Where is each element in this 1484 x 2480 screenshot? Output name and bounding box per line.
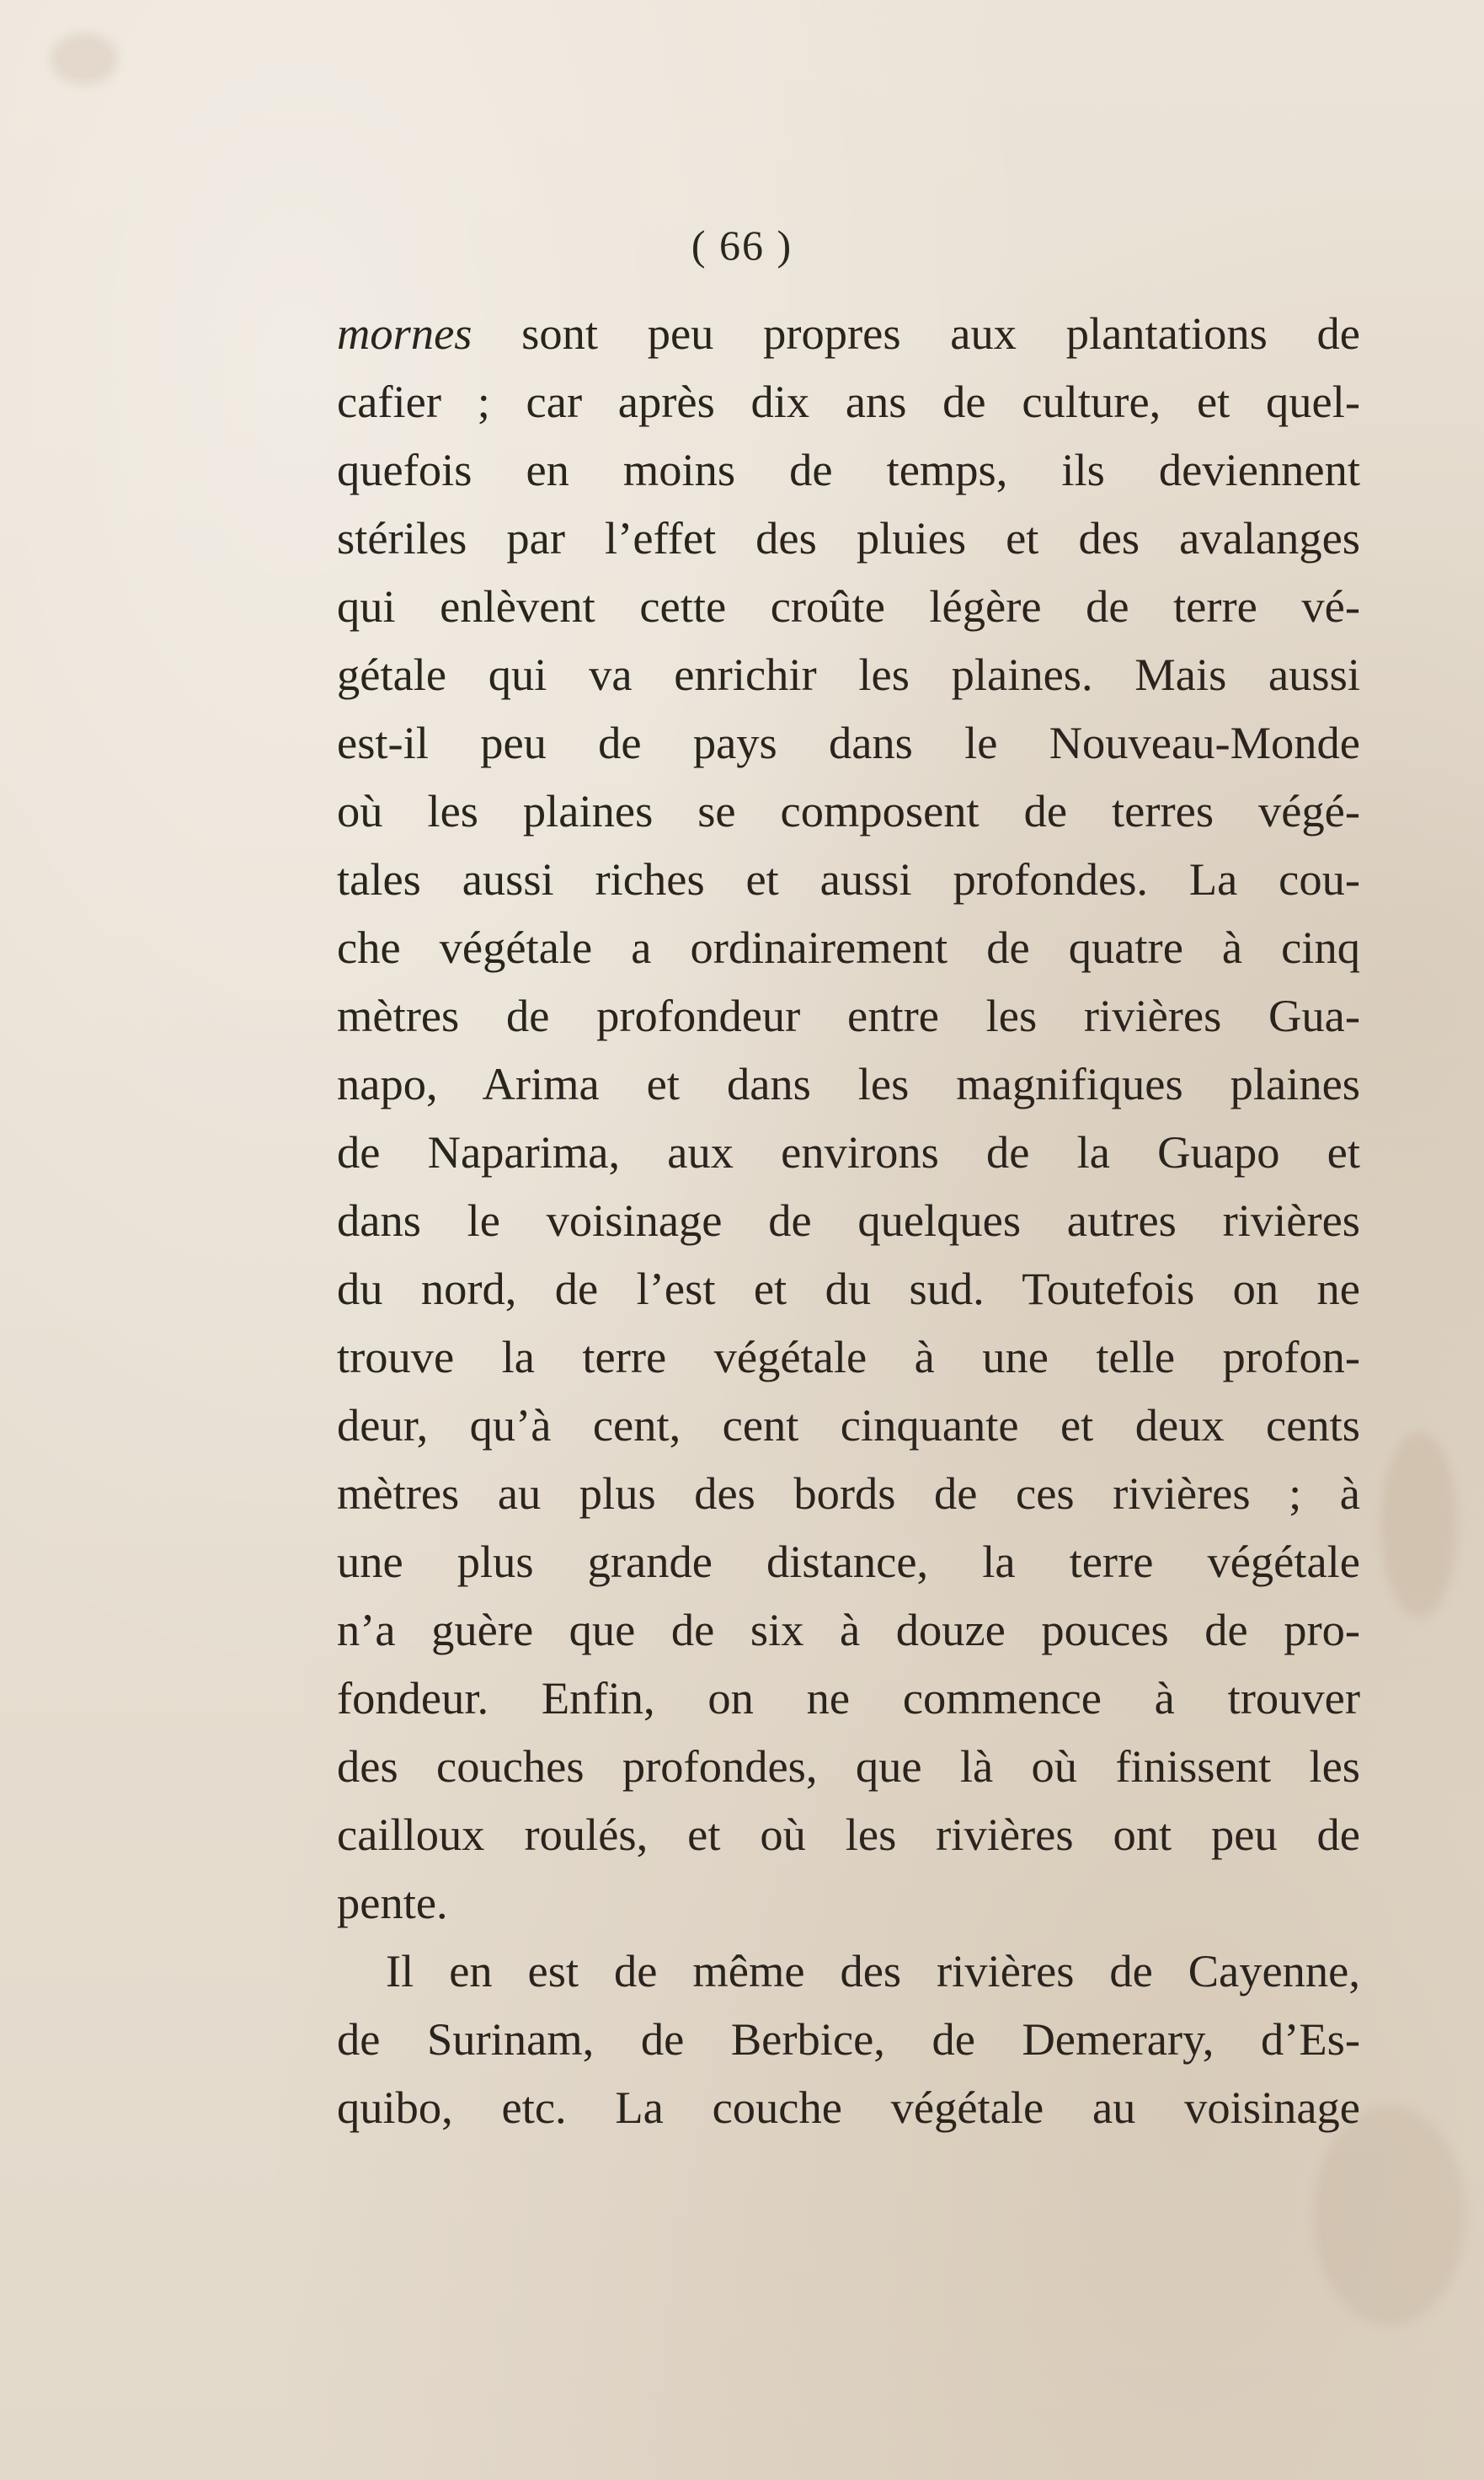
text-line: des couches profondes, que là où finissent les [337, 1740, 1360, 1792]
text-line: n’a guère que de six à douze pouces de pro- [337, 1604, 1360, 1655]
text-line: mornes sont peu propres aux plantations de [337, 307, 1360, 359]
text-line: che végétale a ordinairement de quatre à cinq [337, 922, 1360, 973]
text-line: cafier ; car après dix ans de culture, et quel- [337, 376, 1360, 427]
text-line: gétale qui va enrichir les plaines. Mais aussi [337, 649, 1360, 700]
paper-stain [51, 34, 118, 84]
text-line: de Naparima, aux environs de la Guapo et [337, 1126, 1360, 1178]
text-line: napo, Arima et dans les magnifiques plaines [337, 1058, 1360, 1109]
text-line: qui enlèvent cette croûte légère de terre vé- [337, 580, 1360, 632]
text-line: où les plaines se composent de terres végé- [337, 785, 1360, 836]
text-line: cailloux roulés, et où les rivières ont peu de [337, 1809, 1360, 1860]
paper-stain [1381, 1432, 1457, 1617]
text-line: du nord, de l’est et du sud. Toutefois on ne [337, 1263, 1360, 1314]
text-line: stériles par l’effet des pluies et des avalanges [337, 512, 1360, 564]
paragraph [337, 299, 1360, 1937]
text-line: trouve la terre végétale à une telle profon- [337, 1331, 1360, 1382]
text-line: quefois en moins de temps, ils deviennent [337, 444, 1360, 495]
text-line: est-il peu de pays dans le Nouveau-Monde [337, 717, 1360, 768]
text-line: pente. [337, 1877, 448, 1928]
text-line: de Surinam, de Berbice, de Demerary, d’Es- [337, 2013, 1360, 2065]
paragraph [337, 1937, 1360, 2141]
italic-word: mornes [337, 307, 472, 359]
text-line: tales aussi riches et aussi profondes. La cou- [337, 853, 1360, 905]
text-line: quibo, etc. La couche végétale au voisinage [337, 2082, 1360, 2133]
text-line: deur, qu’à cent, cent cinquante et deux cents [337, 1399, 1360, 1451]
text-line: fondeur. Enfin, on ne commence à trouver [337, 1672, 1360, 1724]
text-line: Il en est de même des rivières de Cayenne, [386, 1945, 1360, 1996]
page-number: ( 66 ) [691, 222, 793, 269]
text-line: mètres de profondeur entre les rivières Gua- [337, 990, 1360, 1041]
body-text [337, 299, 1360, 2141]
text-line: une plus grande distance, la terre végétale [337, 1536, 1360, 1587]
text-line: mètres au plus des bords de ces rivières ; à [337, 1467, 1360, 1519]
text-line: dans le voisinage de quelques autres rivières [337, 1195, 1360, 1246]
